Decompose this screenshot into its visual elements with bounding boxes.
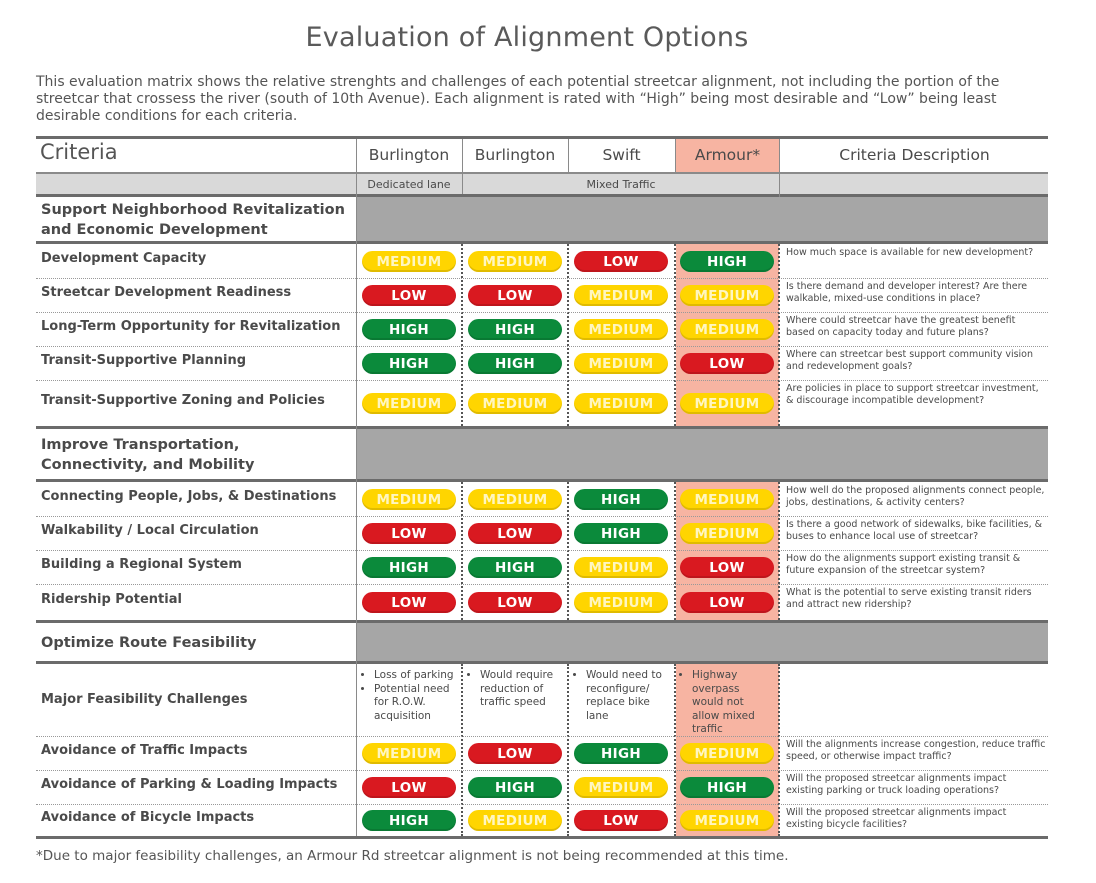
feasibility-item: • Would require reduction of traffic speed [480, 669, 562, 710]
row-label: Transit-Supportive Planning [41, 353, 247, 368]
row-label: Major Feasibility Challenges [41, 692, 248, 707]
rating-pill-low: LOW [468, 523, 562, 544]
row-separator [36, 736, 1048, 737]
col-header-description: Criteria Description [839, 146, 990, 164]
section-2-bottom-rule [36, 479, 1048, 482]
col-divider-header-1 [462, 139, 463, 172]
feasibility-list [678, 669, 774, 737]
col-divider-description [779, 139, 780, 197]
rating-pill-high: HIGH [362, 319, 456, 340]
col-dotted-divider [567, 244, 569, 426]
row-label: Long-Term Opportunity for Revitalization [41, 319, 341, 334]
col-dotted-divider [778, 664, 780, 836]
feasibility-cell [678, 669, 774, 737]
feasibility-item: • Highway overpass would not allow mixed traffic [692, 669, 774, 737]
rating-pill-medium: MEDIUM [680, 523, 774, 544]
rating-pill-high: HIGH [362, 353, 456, 374]
col-dotted-divider [567, 664, 569, 836]
intro-paragraph: This evaluation matrix shows the relative strenghts and challenges of each potential streetcar alignment, not including the portion of the streetcar that crossess the river (south of 10th Avenue). Each alignment is rated with “High” being most desirable and “Low” being least desirable conditions for each criteria. [36, 74, 1000, 124]
row-separator [36, 584, 1048, 585]
col-dotted-divider [461, 664, 463, 836]
bottom-rule [36, 836, 1048, 839]
rating-pill-medium: MEDIUM [574, 319, 668, 340]
rating-pill-medium: MEDIUM [574, 557, 668, 578]
rating-pill-high: HIGH [468, 777, 562, 798]
col-divider-header-3 [675, 139, 676, 172]
rating-pill-low: LOW [362, 592, 456, 613]
rating-pill-medium: MEDIUM [680, 319, 774, 340]
criteria-description: How well do the proposed alignments connect people, jobs, destinations, & activity centers? [786, 485, 1045, 508]
rating-pill-medium: MEDIUM [468, 251, 562, 272]
rating-pill-high: HIGH [468, 557, 562, 578]
row-separator [36, 278, 1048, 279]
row-label: Ridership Potential [41, 592, 182, 607]
col-header-swift: Swift [602, 146, 641, 164]
section-2-title: Improve Transportation, Connectivity, and Mobility [41, 437, 255, 473]
feasibility-cell [572, 669, 668, 723]
rating-pill-high: HIGH [362, 810, 456, 831]
col-dotted-divider [567, 482, 569, 620]
page-title: Evaluation of Alignment Options [305, 22, 749, 53]
criteria-heading: Criteria [40, 140, 118, 164]
rating-pill-medium: MEDIUM [574, 353, 668, 374]
feasibility-cell [360, 669, 456, 723]
feasibility-list [572, 669, 668, 723]
rating-pill-high: HIGH [574, 489, 668, 510]
criteria-description: Is there a good network of sidewalks, bike facilities, & buses to enhance local use of streetcar? [786, 519, 1043, 542]
criteria-description: Is there demand and developer interest? Are there walkable, mixed-use conditions in place? [786, 281, 1028, 304]
feasibility-list [466, 669, 562, 710]
criteria-description: Where can streetcar best support community vision and redevelopment goals? [786, 349, 1033, 372]
col-dotted-divider [674, 664, 676, 836]
row-label: Streetcar Development Readiness [41, 285, 292, 300]
col-dotted-divider [674, 244, 676, 426]
rating-pill-medium: MEDIUM [468, 810, 562, 831]
col-header-burlington-mixed: Burlington [474, 146, 556, 164]
evaluation-matrix [36, 136, 1048, 839]
subheader-dedicated-lane: Dedicated lane [367, 177, 451, 191]
rating-pill-medium: MEDIUM [574, 777, 668, 798]
row-label: Building a Regional System [41, 557, 242, 572]
rating-pill-low: LOW [680, 557, 774, 578]
row-separator [36, 380, 1048, 381]
rating-pill-high: HIGH [680, 777, 774, 798]
row-separator [36, 516, 1048, 517]
rating-pill-low: LOW [680, 592, 774, 613]
rating-pill-high: HIGH [680, 251, 774, 272]
row-separator [36, 770, 1048, 771]
row-separator [36, 804, 1048, 805]
feasibility-cell [466, 669, 562, 710]
rating-pill-high: HIGH [468, 319, 562, 340]
criteria-description: Where could streetcar have the greatest benefit based on capacity today and future plans? [786, 315, 1016, 338]
rating-pill-medium: MEDIUM [574, 393, 668, 414]
rating-pill-low: LOW [362, 523, 456, 544]
criteria-description: Will the proposed streetcar alignments impact existing parking or truck loading operations? [786, 773, 1007, 796]
row-separator [36, 346, 1048, 347]
rating-pill-medium: MEDIUM [680, 393, 774, 414]
section-3-band [357, 623, 1048, 661]
rating-pill-medium: MEDIUM [362, 743, 456, 764]
row-label: Connecting People, Jobs, & Destinations [41, 489, 337, 504]
section-2-band [357, 429, 1048, 479]
feasibility-item: • Potential need for R.O.W. acquisition [374, 683, 456, 724]
rating-pill-medium: MEDIUM [468, 393, 562, 414]
rating-pill-low: LOW [362, 285, 456, 306]
row-label: Avoidance of Bicycle Impacts [41, 810, 255, 825]
subheader-mixed-traffic: Mixed Traffic [586, 177, 656, 191]
col-dotted-divider [461, 244, 463, 426]
rating-pill-low: LOW [574, 251, 668, 272]
rating-pill-medium: MEDIUM [574, 285, 668, 306]
footnote: *Due to major feasibility challenges, an Armour Rd streetcar alignment is not being recommended at this time. [36, 848, 789, 864]
row-label: Development Capacity [41, 251, 207, 266]
section-1-band [357, 197, 1048, 241]
col-dotted-divider [778, 482, 780, 620]
rating-pill-medium: MEDIUM [680, 810, 774, 831]
col-divider-criteria [356, 139, 357, 836]
section-3-bottom-rule [36, 661, 1048, 664]
row-label: Walkability / Local Circulation [41, 523, 259, 538]
col-divider-header-2 [568, 139, 569, 172]
rating-pill-low: LOW [468, 592, 562, 613]
row-label: Avoidance of Parking & Loading Impacts [41, 777, 338, 792]
rating-pill-low: LOW [680, 353, 774, 374]
rating-pill-medium: MEDIUM [680, 285, 774, 306]
rating-pill-medium: MEDIUM [680, 743, 774, 764]
criteria-description: Will the proposed streetcar alignments impact existing bicycle facilities? [786, 807, 1007, 830]
criteria-description: How much space is available for new development? [786, 247, 1034, 258]
rating-pill-low: LOW [574, 810, 668, 831]
row-label: Transit-Supportive Zoning and Policies [41, 393, 325, 408]
col-dotted-divider [461, 482, 463, 620]
section-1-bottom-rule [36, 241, 1048, 244]
section-1-title: Support Neighborhood Revitalization and Economic Development [41, 202, 345, 238]
rating-pill-low: LOW [362, 777, 456, 798]
row-label: Avoidance of Traffic Impacts [41, 743, 248, 758]
rating-pill-medium: MEDIUM [362, 489, 456, 510]
rating-pill-medium: MEDIUM [468, 489, 562, 510]
rating-pill-medium: MEDIUM [362, 251, 456, 272]
col-dotted-divider [778, 244, 780, 426]
rating-pill-high: HIGH [468, 353, 562, 374]
criteria-description: Are policies in place to support streetcar investment, & discourage incompatible development? [786, 383, 1039, 406]
rating-pill-low: LOW [468, 743, 562, 764]
criteria-description: Will the alignments increase congestion, reduce traffic speed, or otherwise impact traffic? [786, 739, 1046, 762]
criteria-description: How do the alignments support existing transit & future expansion of the streetcar system? [786, 553, 1021, 576]
section-3-title: Optimize Route Feasibility [41, 635, 257, 651]
feasibility-item: • Would need to reconfigure/ replace bike lane [586, 669, 668, 723]
col-dotted-divider [674, 482, 676, 620]
col-divider-subheader [462, 174, 463, 194]
rating-pill-low: LOW [468, 285, 562, 306]
col-header-armour: Armour* [694, 146, 761, 164]
rating-pill-medium: MEDIUM [574, 592, 668, 613]
rating-pill-medium: MEDIUM [680, 489, 774, 510]
rating-pill-high: HIGH [574, 523, 668, 544]
feasibility-list [360, 669, 456, 723]
rating-pill-high: HIGH [362, 557, 456, 578]
criteria-description: What is the potential to serve existing transit riders and attract new ridership? [786, 587, 1032, 610]
rating-pill-high: HIGH [574, 743, 668, 764]
row-separator [36, 550, 1048, 551]
col-header-burlington-dedicated: Burlington [368, 146, 450, 164]
rating-pill-medium: MEDIUM [362, 393, 456, 414]
row-separator [36, 312, 1048, 313]
feasibility-item: • Loss of parking [374, 669, 456, 683]
